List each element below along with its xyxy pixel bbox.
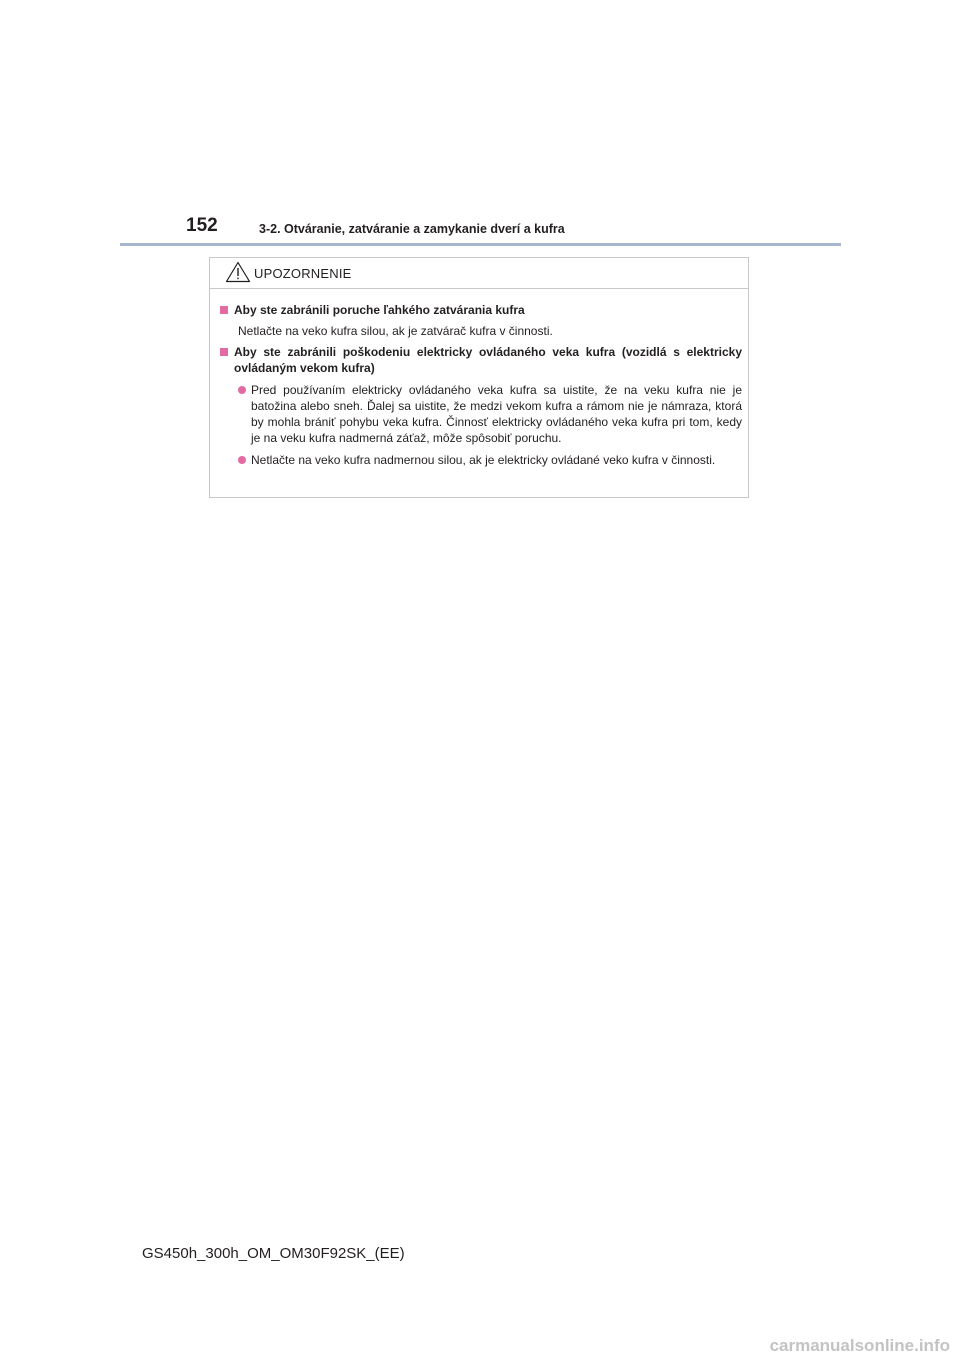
caution-header	[210, 258, 748, 289]
section-heading-text: Aby ste zabránili poruche ľahkého zatvárania kufra	[234, 303, 525, 317]
warning-triangle-icon	[225, 261, 251, 283]
caution-body	[210, 289, 748, 468]
section-heading	[219, 302, 742, 318]
section-text: Netlačte na veko kufra silou, ak je zatvárač kufra v činnosti.	[238, 324, 553, 338]
bullet-item	[238, 382, 742, 446]
section-heading-text: Aby ste zabránili poškodeniu elektricky ovládaného veka kufra (vozidlá s elektricky ovládaným vekom kufra)	[234, 345, 742, 375]
page-number: 152	[186, 215, 218, 236]
caution-label: UPOZORNENIE	[254, 266, 352, 281]
header-rule	[120, 243, 841, 246]
bullet-item	[238, 452, 742, 468]
section-title: 3-2. Otváranie, zatváranie a zamykanie dverí a kufra	[259, 222, 565, 236]
square-bullet-icon	[220, 306, 228, 314]
bullet-text: Pred používaním elektricky ovládaného veka kufra sa uistite, že na veku kufra nie je batožina alebo sneh. Ďalej sa uistite, že medzi vekom kufra a rámom nie je námraza, ktorá by mohla brániť pohybu veka kufra. Činnosť elektricky ovládaného veka kufra pri tom, kedy je na veku kufra nadmerná záťaž, môže spôsobiť poruchu.	[251, 383, 742, 445]
bullet-text: Netlačte na veko kufra nadmernou silou, ak je elektricky ovládané veko kufra v činnosti.	[251, 453, 716, 467]
watermark: carmanualsonline.info	[769, 1336, 950, 1355]
square-bullet-icon	[220, 348, 228, 356]
footer-model-code: GS450h_300h_OM_OM30F92SK_(EE)	[142, 1245, 405, 1262]
round-bullet-icon	[238, 386, 246, 394]
round-bullet-icon	[238, 456, 246, 464]
caution-box	[209, 257, 749, 498]
section-heading	[219, 344, 742, 376]
